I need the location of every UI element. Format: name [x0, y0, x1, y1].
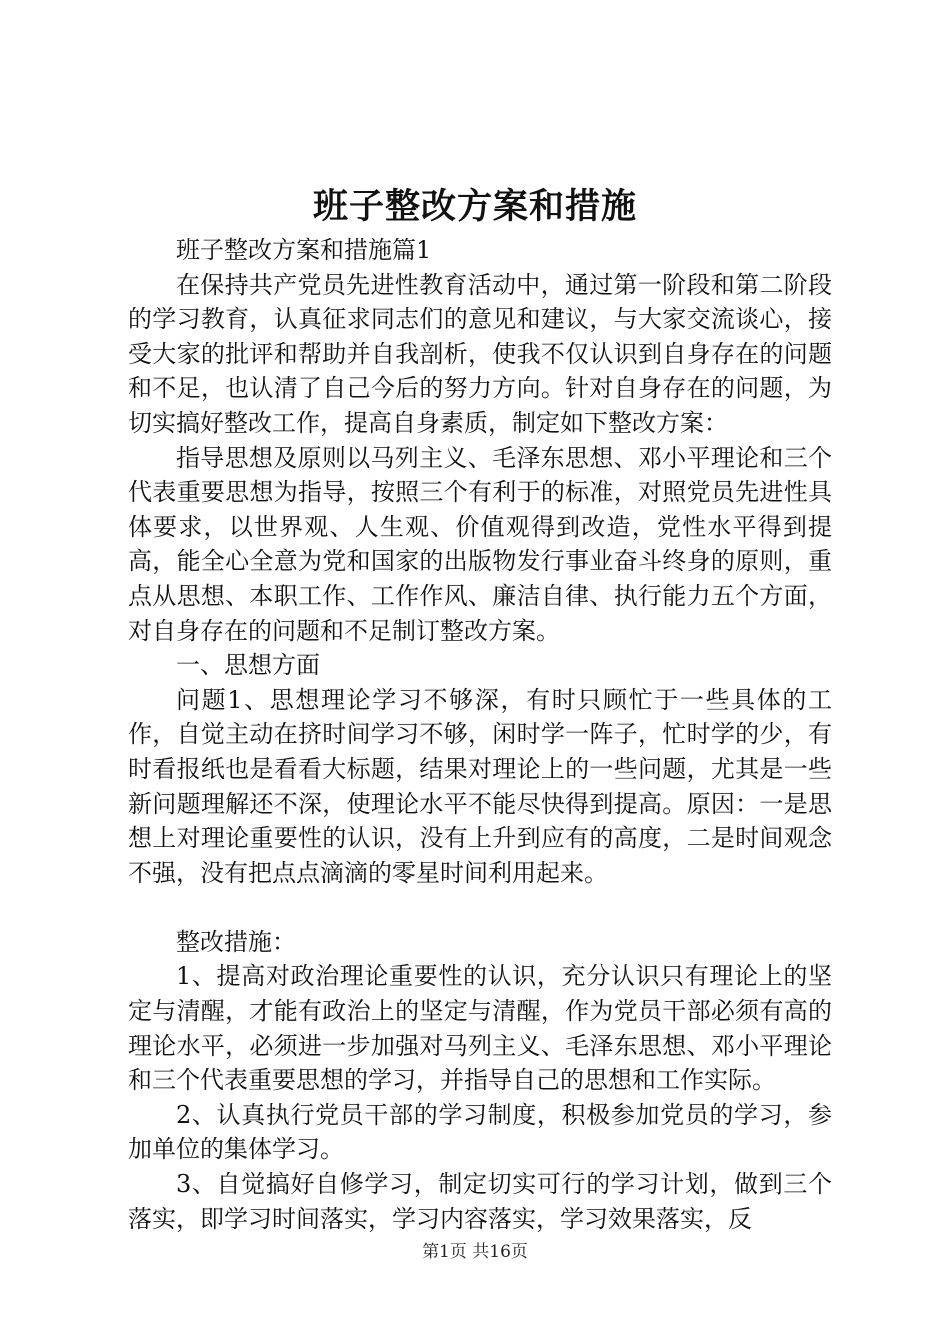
measure-item-2: 2、认真执行党员干部的学习制度，积极参加党员的学习，参加单位的集体学习。	[128, 1100, 832, 1164]
problem-paragraph: 问题1、思想理论学习不够深，有时只顾忙于一些具体的工作，自觉主动在挤时间学习不够，闲时学一阵子，忙时学的少，有时看报纸也是看看大标题，结果对理论上的一些问题，尤其是一些新问题理解还不深，使理论水平不能尽快得到提高。原因：一是思想上对理论重要性的认识，没有上升到应有的高度，二是时间观念不强，没有把点点滴滴的零星时间利用起来。	[128, 685, 832, 887]
measure-item-1: 1、提高对政治理论重要性的认识，充分认识只有理论上的坚定与清醒，才能有政治上的坚定与清醒，作为党员干部必须有高的理论水平，必须进一步加强对马列主义、毛泽东思想、邓小平理论和三个代表重要思想的学习，并指导自己的思想和工作实际。	[128, 962, 832, 1095]
page-footer: 第1页 共16页	[422, 1242, 528, 1262]
measure-item-3: 3、自觉搞好自修学习，制定切实可行的学习计划，做到三个落实，即学习时间落实，学习内容落实，学习效果落实，反	[128, 1170, 832, 1233]
measures-heading: 整改措施：	[176, 927, 296, 956]
document-body	[128, 233, 832, 1236]
subsection-heading: 一、思想方面	[176, 651, 320, 680]
document-title: 班子整改方案和措施	[312, 186, 637, 227]
guiding-principles-paragraph: 指导思想及原则以马列主义、毛泽东思想、邓小平理论和三个代表重要思想为指导，按照三个有利于的标准，对照党员先进性具体要求，以世界观、人生观、价值观得到改造，党性水平得到提高，能全心全意为党和国家的出版物发行事业奋斗终身的原则，重点从思想、本职工作、工作作风、廉洁自律、执行能力五个方面，对自身存在的问题和不足制订整改方案。	[128, 443, 832, 645]
intro-paragraph: 在保持共产党员先进性教育活动中，通过第一阶段和第二阶段的学习教育，认真征求同志们的意见和建议，与大家交流谈心，接受大家的批评和帮助并自我剖析，使我不仅认识到自身存在的问题和不足，也认清了自己今后的努力方向。针对自身存在的问题，为切实搞好整改工作，提高自身素质，制定如下整改方案：	[128, 270, 832, 437]
section-heading: 班子整改方案和措施篇1	[176, 236, 432, 264]
